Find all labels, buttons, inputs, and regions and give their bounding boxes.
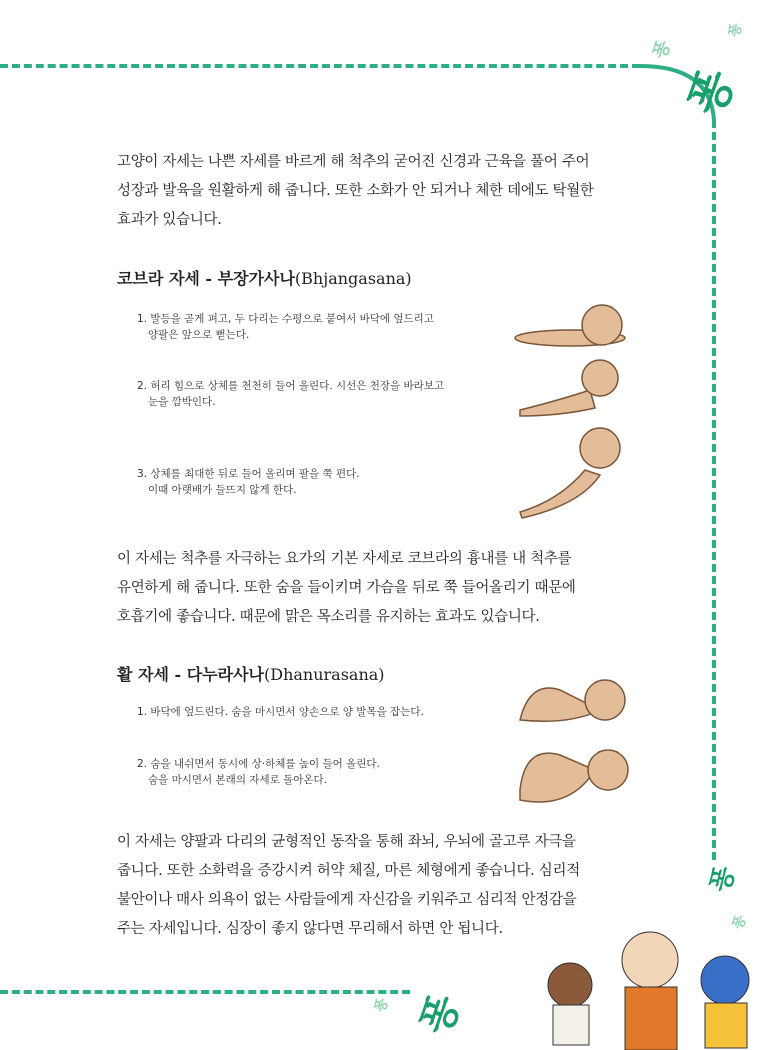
text-line: 효과가 있습니다. (117, 212, 222, 228)
cobra-heading (117, 266, 412, 289)
bow-step-1 (137, 704, 424, 720)
bow-summary (117, 828, 580, 944)
text-line: 성장과 발육을 원활하게 해 줍니다. 또한 소화가 안 되거나 체한 데에도 탁월한 (117, 183, 594, 199)
decor-glyph: 퐁 (678, 61, 745, 123)
cobra-step-2 (137, 378, 444, 410)
bow-heading (117, 662, 385, 685)
right-dashed-border (712, 120, 716, 860)
cobra-step-3 (137, 466, 360, 498)
step-line: 양팔은 앞으로 뻗는다. (148, 329, 250, 341)
text-line: 불안이나 매사 의욕이 없는 사람들에게 자신감을 키워주고 심리적 안정감을 (117, 892, 577, 908)
top-dashed-border (0, 64, 640, 68)
heading-title: 활 자세 - 다누라사나 (117, 665, 264, 684)
heading-title: 코브라 자세 - 부장가사나 (117, 269, 295, 288)
decor-glyph: 퐁 (649, 37, 675, 62)
text-line: 이 자세는 양팔과 다리의 균형적인 동작을 통해 좌뇌, 우뇌에 골고루 자극을 (117, 834, 576, 850)
decor-glyph: 퐁 (372, 996, 392, 1014)
cartoon-characters-illustration (525, 925, 770, 1050)
bottom-dashed-border (0, 990, 410, 994)
text-line: 호흡기에 좋습니다. 때문에 맑은 목소리를 유지하는 효과도 있습니다. (117, 609, 540, 625)
text-line: 고양이 자세는 나쁜 자세를 바르게 해 척추의 굳어진 신경과 근육을 풀어 주어 (117, 154, 590, 170)
step-line: 눈을 깜박인다. (148, 396, 216, 408)
bow-step-2 (137, 756, 380, 788)
decor-glyph: 퐁 (705, 863, 741, 896)
text-line: 이 자세는 척추를 자극하는 요가의 기본 자세로 코브라의 흉내를 내 척추를 (117, 551, 572, 567)
decor-glyph: 퐁 (726, 22, 745, 39)
text-line: 유연하게 해 줍니다. 또한 숨을 들이키며 가슴을 뒤로 쭉 들어올리기 때문에 (117, 580, 576, 596)
decor-glyph: 퐁 (729, 913, 750, 932)
step-line: 이때 아랫배가 들뜨지 않게 한다. (148, 484, 297, 496)
step-line: 2. 허리 힘으로 상체를 천천히 들어 올린다. 시선은 천장을 바라보고 (137, 380, 445, 392)
step-line: 1. 발등을 곧게 펴고, 두 다리는 수평으로 붙여서 바닥에 엎드리고 (137, 313, 434, 325)
step-line: 1. 바닥에 엎드린다. 숨을 마시면서 양손으로 양 발목을 잡는다. (137, 706, 424, 718)
step-line: 2. 숨을 내쉬면서 동시에 상·하체를 높이 들어 올린다. (137, 758, 380, 770)
bow-pose-illustrations (510, 670, 640, 815)
cobra-pose-illustrations (500, 300, 630, 520)
cobra-step-1 (137, 311, 434, 343)
text-line: 줍니다. 또한 소화력을 증강시켜 허약 체질, 마른 체형에게 좋습니다. 심리적 (117, 863, 580, 879)
heading-roman: (Bhjangasana) (294, 269, 412, 288)
step-line: 숨을 마시면서 본래의 자세로 돌아온다. (148, 774, 327, 786)
text-line: 주는 자세입니다. 심장이 좋지 않다면 무리해서 하면 안 됩니다. (117, 921, 503, 937)
heading-roman: (Dhanurasana) (264, 665, 385, 684)
cobra-summary (117, 545, 576, 632)
step-line: 3. 상체를 최대한 뒤로 들어 올리며 팔을 쭉 편다. (137, 468, 360, 480)
intro-paragraph (117, 148, 594, 235)
decor-glyph: 퐁 (412, 988, 469, 1041)
